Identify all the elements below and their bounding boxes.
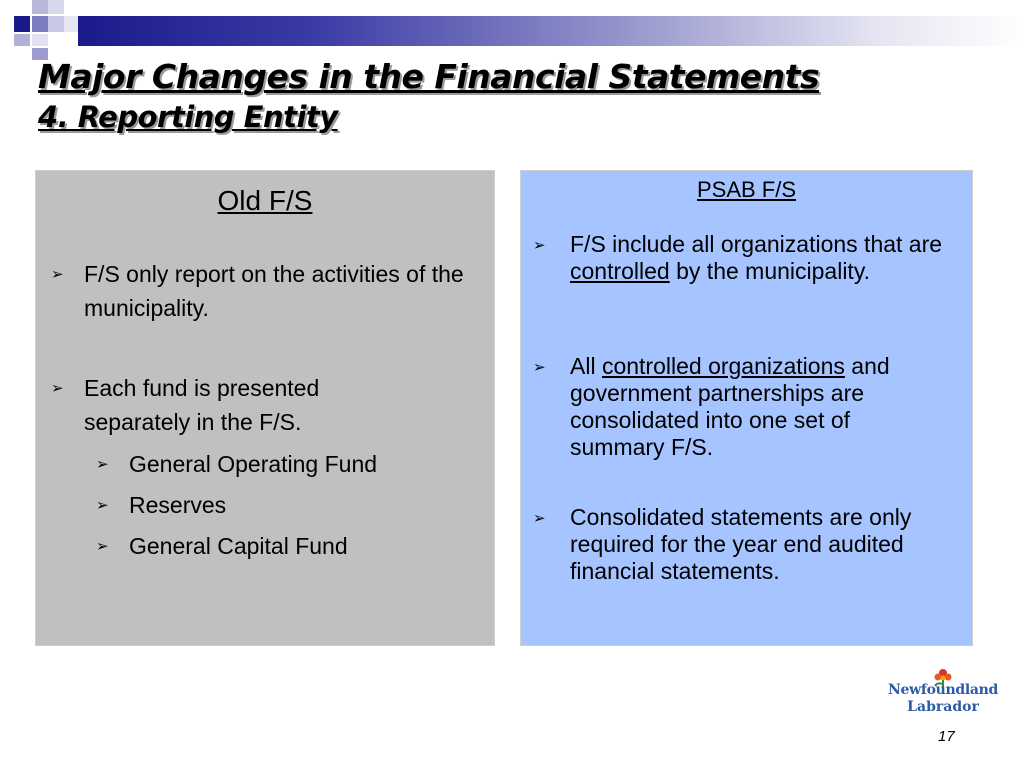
old-fs-heading: Old F/S <box>217 185 313 216</box>
arrow-bullet-icon: ➢ <box>96 497 109 514</box>
page-number: 17 <box>938 728 955 745</box>
arrow-bullet-icon: ➢ <box>533 359 546 376</box>
bullet-text: Each fund is presented separately in the F/S. <box>84 375 320 435</box>
sub-bullet-text: General Operating Fund <box>129 451 378 477</box>
underlined-term: controlled <box>570 258 670 284</box>
old-fs-panel <box>35 170 495 646</box>
newfoundland-labrador-logo <box>884 662 1002 718</box>
bullet-text: F/S only report on the activities of the municipality. <box>84 261 464 321</box>
psab-fs-heading: PSAB F/S <box>696 177 797 202</box>
arrow-bullet-icon: ➢ <box>51 266 64 283</box>
decor-square-4 <box>32 16 48 32</box>
decor-square-2 <box>32 0 48 14</box>
sub-bullet-text: General Capital Fund <box>129 533 348 559</box>
title-line-2: 4. Reporting Entity <box>38 100 338 134</box>
decor-square-3 <box>48 0 64 14</box>
decor-square-7 <box>32 34 48 46</box>
decor-square-5 <box>48 16 64 32</box>
bullet-text: F/S include all organizations that are controlled by the municipality. <box>570 231 943 284</box>
underlined-term: controlled organizations <box>601 353 845 379</box>
arrow-bullet-icon: ➢ <box>96 456 109 473</box>
arrow-bullet-icon: ➢ <box>51 380 64 397</box>
header-gradient-band <box>78 16 1024 46</box>
bullet-text: Consolidated statements are only required for the year end audited financial statements. <box>570 504 912 584</box>
sub-bullet-text: Reserves <box>129 492 227 518</box>
psab-fs-panel <box>520 170 973 646</box>
logo-text-line-1: Newfoundland <box>887 682 999 698</box>
arrow-bullet-icon: ➢ <box>533 237 546 254</box>
title-line-1: Major Changes in the Financial Statements <box>38 57 820 96</box>
arrow-bullet-icon: ➢ <box>96 538 109 555</box>
decor-square-6 <box>14 34 30 46</box>
decor-square-9 <box>64 16 78 32</box>
arrow-bullet-icon: ➢ <box>533 510 546 527</box>
slide-title <box>38 56 1008 136</box>
bullet-text: All controlled organizations and government partnerships are consolidated into one set of summary F/S. <box>570 353 890 460</box>
decor-square-1 <box>14 16 30 32</box>
logo-text-line-2: Labrador <box>907 699 979 715</box>
